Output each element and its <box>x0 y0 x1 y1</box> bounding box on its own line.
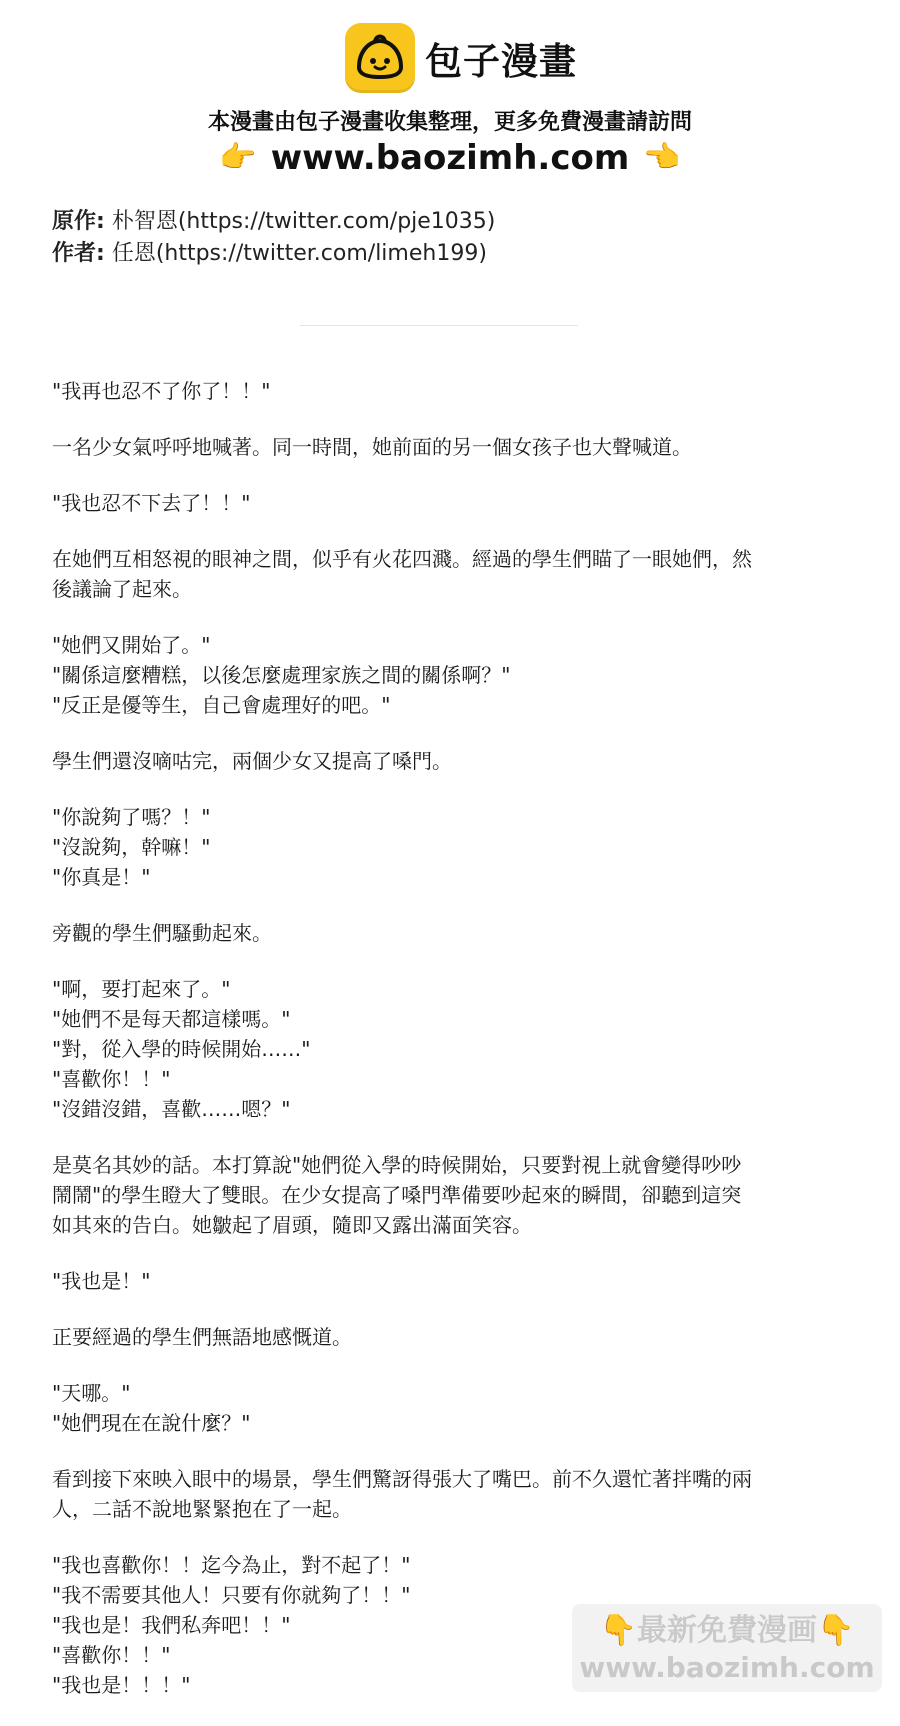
pointing-down-hand-icon: 👇 <box>817 1613 855 1648</box>
story-line: "對，從入學的時候開始……" <box>52 1037 311 1061</box>
site-link-row[interactable] <box>0 138 900 178</box>
story-line: "我也忍不下去了！！" <box>52 491 251 515</box>
credits <box>52 206 495 270</box>
story-line: "她們現在在說什麼？" <box>52 1411 251 1435</box>
story-paragraph <box>52 974 862 1124</box>
story-line: "啊，要打起來了。" <box>52 977 231 1001</box>
story-paragraph <box>52 746 862 776</box>
story-line: "沒錯沒錯，喜歡……嗯？" <box>52 1097 291 1121</box>
author-credit <box>52 238 495 270</box>
story-line: 如其來的告白。她皺起了眉頭，隨即又露出滿面笑容。 <box>52 1213 532 1237</box>
story-line: 旁觀的學生們騷動起來。 <box>52 921 272 945</box>
story-line: "我再也忍不了你了！！" <box>52 379 271 403</box>
story-line: 在她們互相怒視的眼神之間，似乎有火花四濺。經過的學生們瞄了一眼她們，然 <box>52 547 752 571</box>
story-line: "喜歡你！！" <box>52 1643 171 1667</box>
original-value[interactable]: 朴智恩(https://twitter.com/pje1035) <box>111 209 496 234</box>
story-line: 鬧鬧"的學生瞪大了雙眼。在少女提高了嗓門準備要吵起來的瞬間，卻聽到這突 <box>52 1183 742 1207</box>
story-line: 人，二話不說地緊緊抱在了一起。 <box>52 1497 352 1521</box>
author-label: 作者: <box>52 241 105 266</box>
story-paragraph <box>52 802 862 892</box>
brand-logo[interactable] <box>345 22 577 94</box>
story-line: 看到接下來映入眼中的場景，學生們驚訝得張大了嘴巴。前不久還忙著拌嘴的兩 <box>52 1467 752 1491</box>
story-paragraph <box>52 376 862 406</box>
story-line: 是莫名其妙的話。本打算說"她們從入學的時候開始，只要對視上就會變得吵吵 <box>52 1153 742 1177</box>
pointing-down-hand-icon: 👇 <box>599 1613 637 1648</box>
author-value[interactable]: 任恩(https://twitter.com/limeh199) <box>111 241 487 266</box>
story-line: "喜歡你！！" <box>52 1067 171 1091</box>
story-paragraph <box>52 432 862 462</box>
brand-name: 包子漫畫 <box>425 40 577 83</box>
story-line: "你說夠了嗎？！" <box>52 805 211 829</box>
story-text <box>52 376 862 1726</box>
story-line: "反正是優等生，自己會處理好的吧。" <box>52 693 391 717</box>
story-paragraph <box>52 1464 862 1524</box>
story-paragraph <box>52 1266 862 1296</box>
story-line: "關係這麼糟糕，以後怎麼處理家族之間的關係啊？" <box>52 663 511 687</box>
site-url-link[interactable]: www.baozimh.com <box>270 138 630 178</box>
story-paragraph <box>52 488 862 518</box>
story-paragraph <box>52 918 862 948</box>
story-line: 正要經過的學生們無語地感慨道。 <box>52 1325 352 1349</box>
story-paragraph <box>52 630 862 720</box>
story-paragraph <box>52 1378 862 1438</box>
promo-text: 本漫畫由包子漫畫收集整理，更多免費漫畫請訪問 <box>207 110 692 135</box>
pointing-left-hand-icon: 👈 <box>643 140 681 175</box>
story-paragraph <box>52 1150 862 1240</box>
story-line: "她們不是每天都這樣嗎。" <box>52 1007 291 1031</box>
story-line: "我也是！" <box>52 1269 151 1293</box>
story-line: 學生們還沒嘀咕完，兩個少女又提高了嗓門。 <box>52 749 452 773</box>
story-line: "她們又開始了。" <box>52 633 211 657</box>
watermark-url: www.baozimh.com <box>579 1651 875 1684</box>
story-line: 後議論了起來。 <box>52 577 192 601</box>
story-paragraph <box>52 544 862 604</box>
story-line: "天哪。" <box>52 1381 131 1405</box>
watermark <box>572 1604 882 1692</box>
original-credit <box>52 206 495 238</box>
story-line: 一名少女氣呼呼地喊著。同一時間，她前面的另一個女孩子也大聲喊道。 <box>52 435 692 459</box>
story-line: "你真是！" <box>52 865 151 889</box>
story-line: "我也是！我們私奔吧！！" <box>52 1613 291 1637</box>
divider <box>300 325 578 326</box>
watermark-title <box>572 1612 882 1650</box>
story-paragraph <box>52 1322 862 1352</box>
story-line: "我也喜歡你！！迄今為止，對不起了！" <box>52 1553 411 1577</box>
story-line: "我也是！！！" <box>52 1673 191 1697</box>
story-line: "沒說夠，幹嘛！" <box>52 835 211 859</box>
watermark-text: 最新免費漫画 <box>637 1613 817 1648</box>
story-line: "我不需要其他人！只要有你就夠了！！" <box>52 1583 411 1607</box>
original-label: 原作: <box>52 209 105 234</box>
pointing-right-hand-icon: 👉 <box>219 140 257 175</box>
bun-logo-icon <box>345 23 415 93</box>
